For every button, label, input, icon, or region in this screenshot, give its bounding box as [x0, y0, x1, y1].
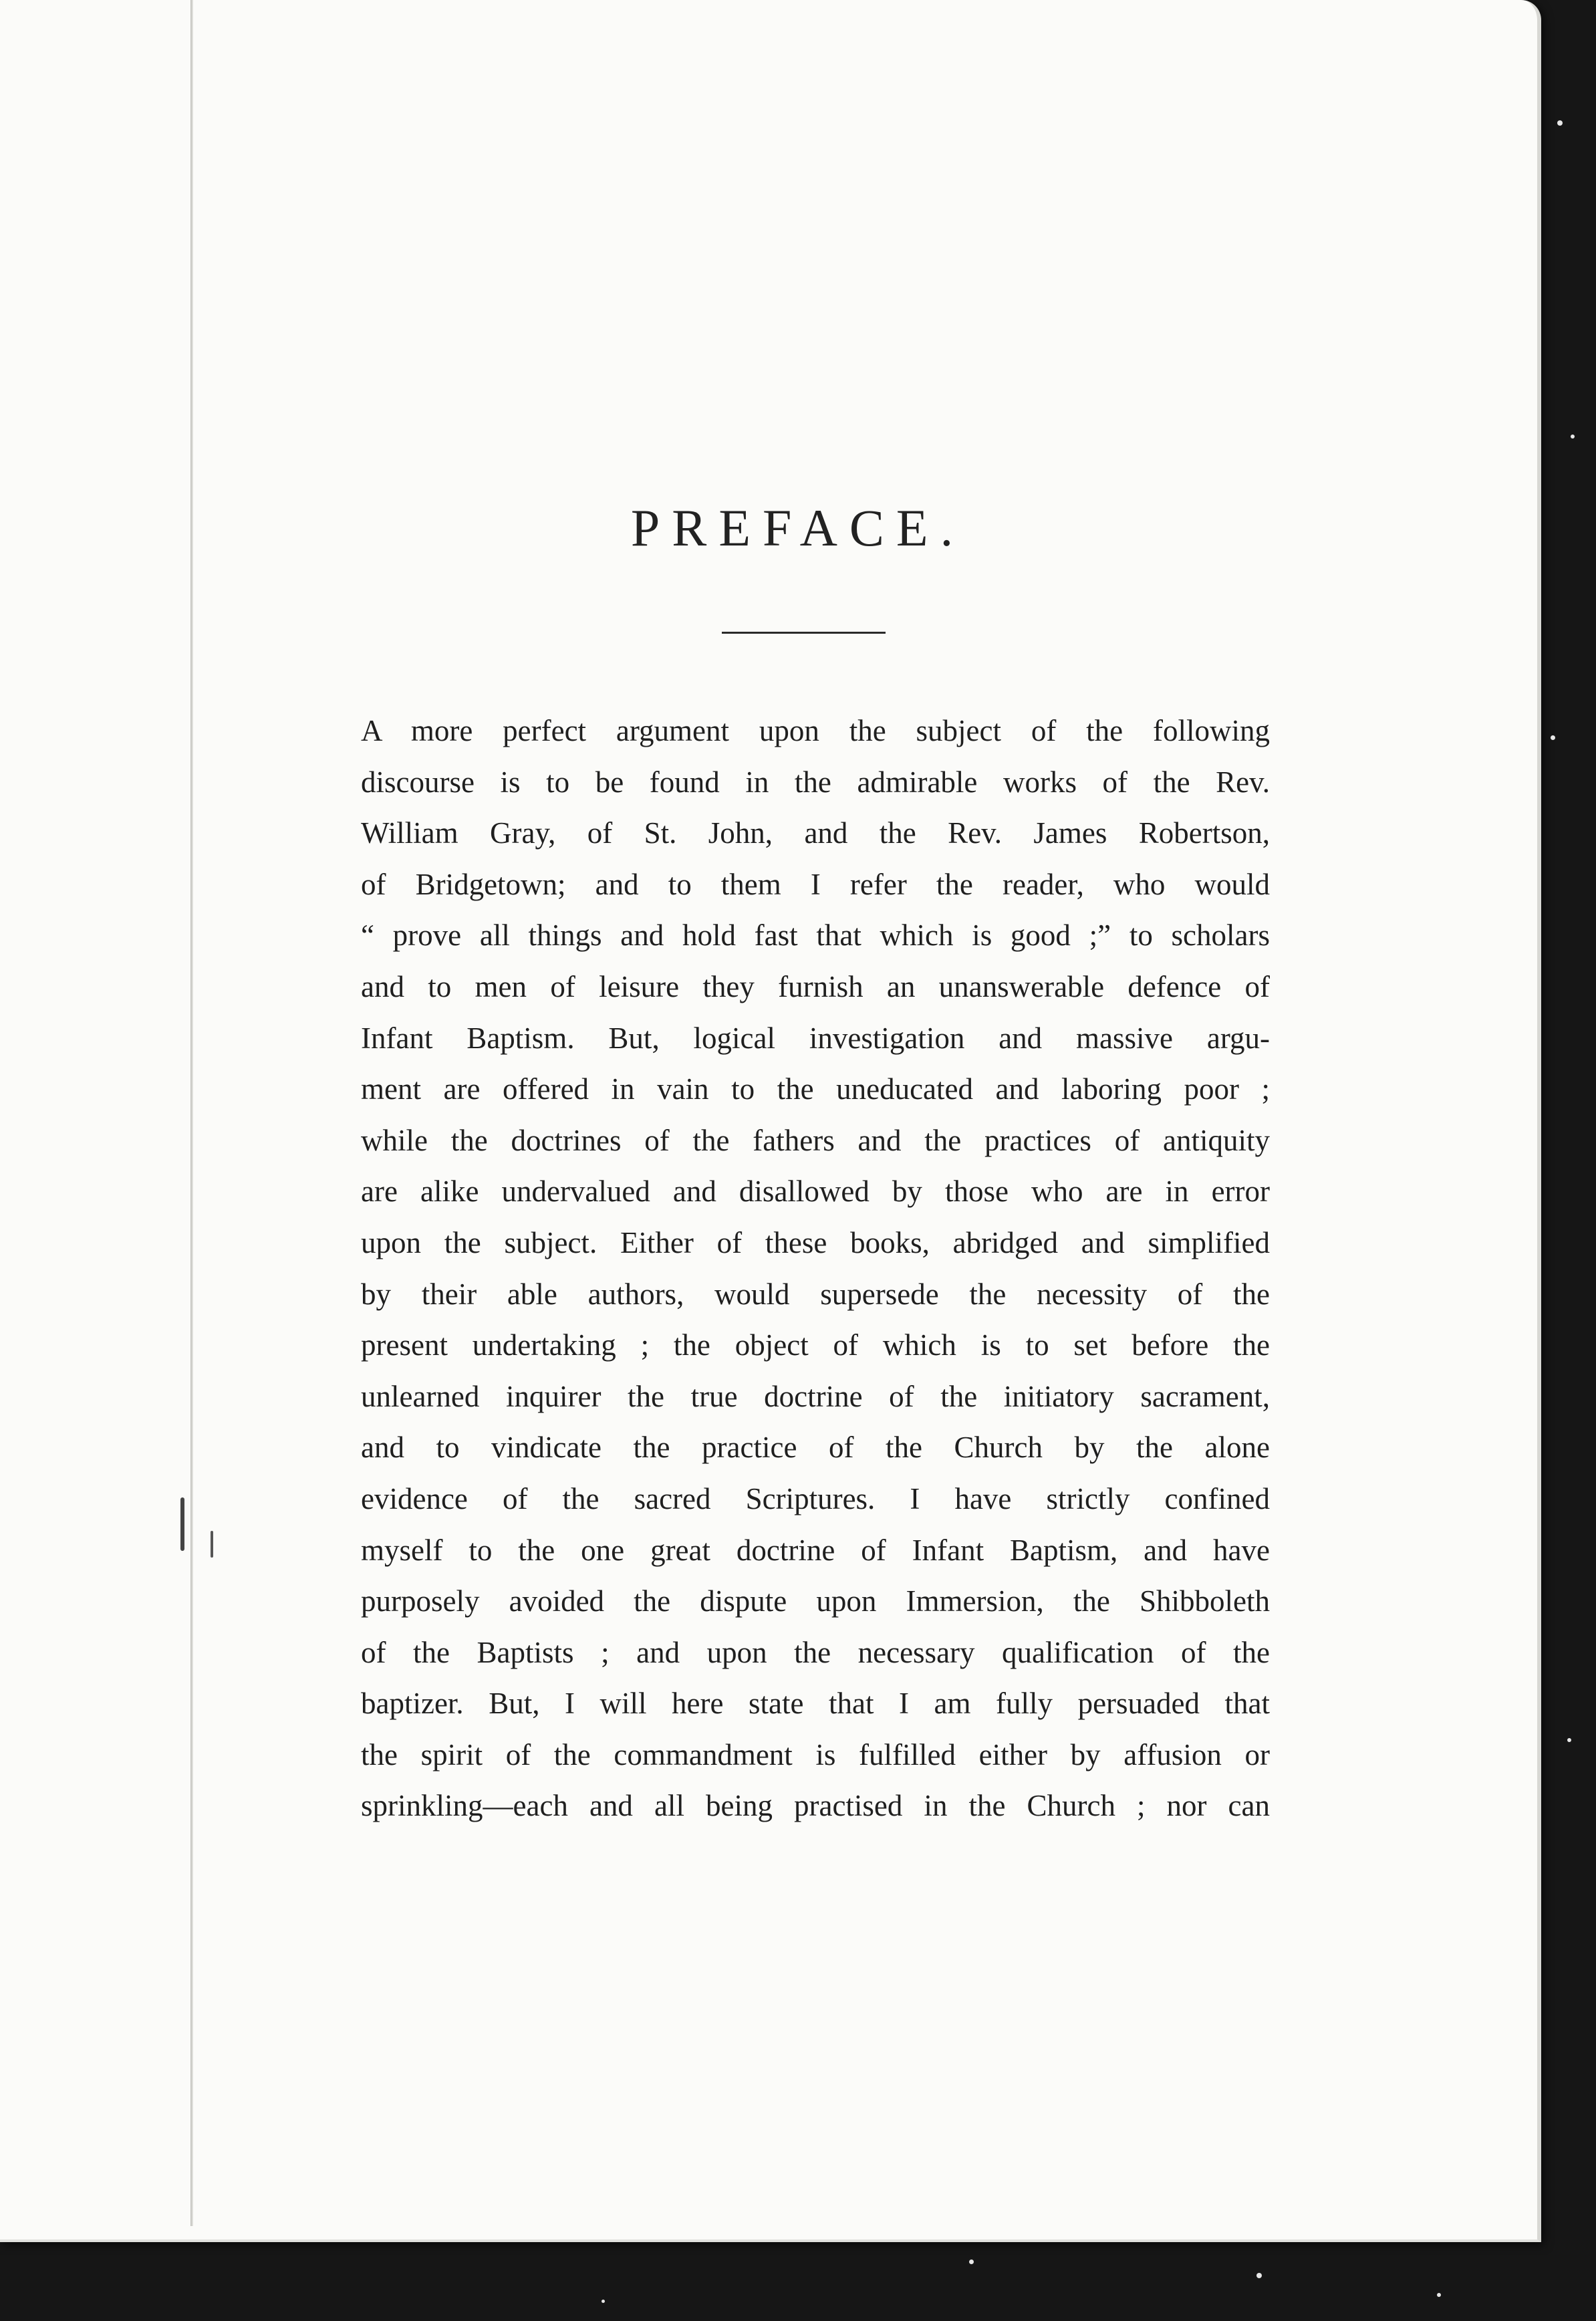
text-line: William Gray, of St. John, and the Rev. James Robertson,: [361, 816, 1270, 850]
title-rule: [722, 632, 886, 634]
text-line: myself to the one great doctrine of Infant Baptism, and have: [361, 1533, 1270, 1567]
text-line: unlearned inquirer the true doctrine of the initiatory sacrament,: [361, 1379, 1270, 1413]
text-line: sprinkling—each and all being practised in the Church ; nor can: [361, 1789, 1270, 1823]
text-line: present undertaking ; the object of which is to set before the: [361, 1328, 1270, 1362]
scan-dust: [969, 2259, 974, 2264]
scan-dust: [1567, 1738, 1571, 1742]
scan-dust: [1551, 735, 1555, 740]
text-line: and to men of leisure they furnish an unanswerable defence of: [361, 969, 1270, 1003]
text-line: discourse is to be found in the admirable works of the Rev.: [361, 765, 1270, 799]
text-line: are alike undervalued and disallowed by those who are in error: [361, 1175, 1270, 1209]
text-line: baptizer. But, I will here state that I am fully persuaded that: [361, 1687, 1270, 1721]
binding-mark: [180, 1497, 184, 1551]
text-line: evidence of the sacred Scriptures. I have strictly confined: [361, 1481, 1270, 1515]
text-line: “ prove all things and hold fast that which is good ;” to scholars: [361, 919, 1270, 953]
scan-dust: [1437, 2293, 1441, 2297]
binding-edge: [190, 0, 193, 2226]
text-line: A more perfect argument upon the subject of the following: [361, 714, 1270, 747]
text-line: Infant Baptism. But, logical investigation and massive argu-: [361, 1021, 1270, 1055]
text-line: purposely avoided the dispute upon Immersion, the Shibboleth: [361, 1584, 1270, 1618]
text-line: the spirit of the commandment is fulfilled either by affusion or: [361, 1737, 1270, 1772]
scan-dust: [1256, 2273, 1262, 2278]
text-line: of the Baptists ; and upon the necessary qualification of the: [361, 1635, 1270, 1669]
page-title: PREFACE.: [630, 499, 966, 557]
text-line: of Bridgetown; and to them I refer the reader, who would: [361, 867, 1270, 901]
preface-body: [361, 705, 1270, 1832]
text-line: upon the subject. Either of these books, abridged and simplified: [361, 1225, 1270, 1259]
text-line: and to vindicate the practice of the Church by the alone: [361, 1431, 1270, 1465]
text-line: while the doctrines of the fathers and the practices of antiquity: [361, 1123, 1270, 1157]
binding-mark: [211, 1531, 213, 1558]
scan-dust: [602, 2300, 605, 2303]
scan-dust: [1557, 120, 1563, 126]
text-line: ment are offered in vain to the uneducated and laboring poor ;: [361, 1072, 1270, 1106]
scan-dust: [1571, 435, 1575, 439]
text-line: by their able authors, would supersede the necessity of the: [361, 1277, 1270, 1311]
